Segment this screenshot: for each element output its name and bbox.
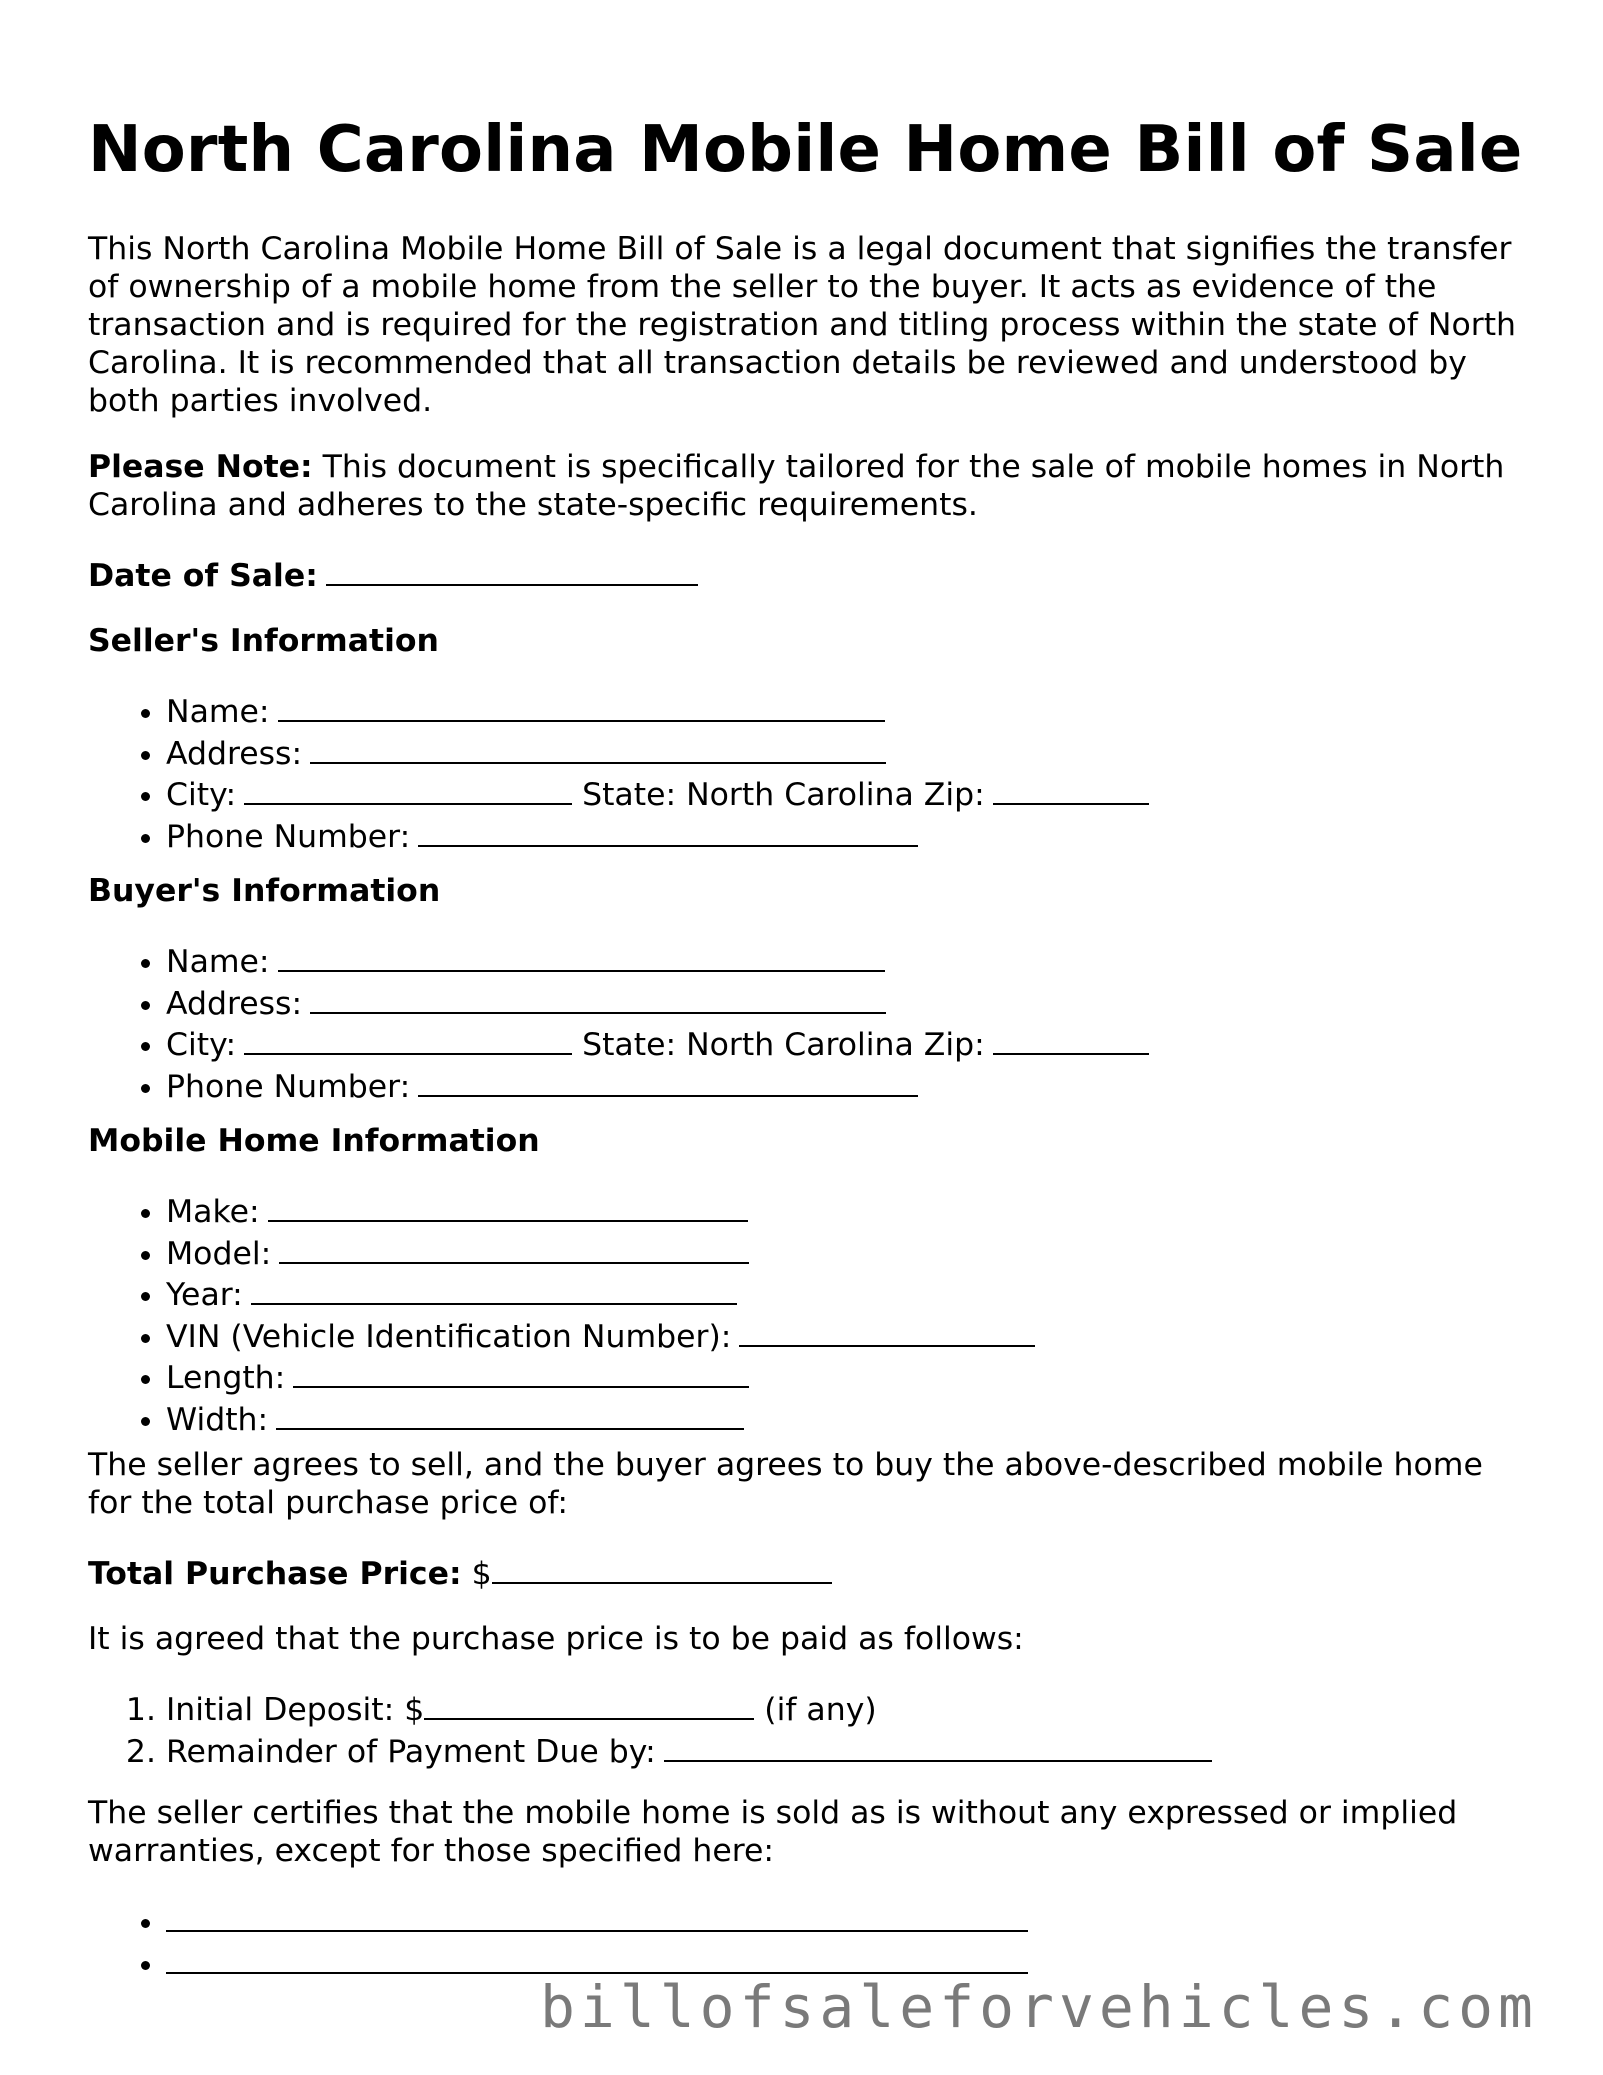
model-field[interactable] xyxy=(279,1232,749,1264)
deposit-label: Initial Deposit: $ xyxy=(166,1692,425,1728)
list-item xyxy=(166,690,1149,732)
date-of-sale-field[interactable] xyxy=(326,554,698,586)
seller-name-label: Name: xyxy=(166,694,270,730)
watermark: billofsaleforvehicles.com xyxy=(540,1973,1538,2041)
width-label: Width: xyxy=(166,1401,269,1438)
seller-address-field[interactable] xyxy=(310,732,886,764)
seller-address-label: Address: xyxy=(166,735,303,772)
warranty-paragraph: The seller certifies that the mobile home is sold as is without any expressed or implied warranties, except for those specified here: xyxy=(88,1795,1458,1869)
buyer-phone-label: Phone Number: xyxy=(166,1068,411,1105)
list-item xyxy=(166,1398,1035,1440)
note-text: This document is specifically tailored for the sale of mobile homes in North Carolina and adheres to the state-specific requirements. xyxy=(88,449,1505,523)
warranty-list xyxy=(88,1900,1028,1983)
make-label: Make: xyxy=(166,1194,260,1230)
warranty-field-1[interactable] xyxy=(166,1900,1028,1932)
year-field[interactable] xyxy=(251,1273,737,1305)
seller-state-zip-label: State: North Carolina Zip: xyxy=(582,777,985,813)
buyer-zip-field[interactable] xyxy=(993,1023,1149,1055)
list-item xyxy=(166,1730,1212,1772)
list-item xyxy=(166,1273,1035,1315)
date-of-sale-label: Date of Sale: xyxy=(88,558,318,594)
buyer-info-list xyxy=(88,940,1149,1106)
list-item xyxy=(166,1190,1035,1232)
make-field[interactable] xyxy=(268,1190,748,1222)
agreement-paragraph: The seller agrees to sell, and the buyer agrees to buy the above-described mobile home for the total purchase price of: xyxy=(88,1447,1483,1521)
document-title: North Carolina Mobile Home Bill of Sale xyxy=(88,113,1523,187)
intro-paragraph: This North Carolina Mobile Home Bill of Sale is a legal document that signifies the transfer of ownership of a mobile home from the seller to the buyer. It acts as evidence of the transaction and is required for the registration and titling process within the state of North Carolina. It is recommended that all transaction details be reviewed and understood by both parties involved. xyxy=(88,231,1517,419)
list-item xyxy=(166,1356,1035,1398)
seller-phone-field[interactable] xyxy=(418,815,918,847)
date-of-sale-row xyxy=(88,554,1528,595)
list-item xyxy=(166,815,1149,857)
seller-heading: Seller's Information xyxy=(88,623,439,659)
buyer-address-field[interactable] xyxy=(310,982,886,1014)
list-item xyxy=(166,1065,1149,1107)
list-item xyxy=(166,773,1149,815)
vin-label: VIN (Vehicle Identification Number): xyxy=(166,1318,732,1355)
note-paragraph xyxy=(88,448,1528,524)
buyer-name-field[interactable] xyxy=(278,940,885,972)
year-label: Year: xyxy=(166,1277,243,1313)
list-item xyxy=(166,1315,1035,1357)
warranty-field-2[interactable] xyxy=(166,1942,1028,1974)
deposit-suffix: (if any) xyxy=(764,1692,877,1728)
list-item xyxy=(166,1688,1212,1730)
payment-intro: It is agreed that the purchase price is to be paid as follows: xyxy=(88,1621,1024,1657)
seller-city-field[interactable] xyxy=(244,773,572,805)
buyer-city-field[interactable] xyxy=(244,1023,572,1055)
length-label: Length: xyxy=(166,1360,286,1396)
remainder-due-field[interactable] xyxy=(664,1730,1212,1762)
buyer-name-label: Name: xyxy=(166,944,270,980)
deposit-field[interactable] xyxy=(424,1688,754,1720)
seller-name-field[interactable] xyxy=(278,690,885,722)
list-item xyxy=(166,1900,1028,1942)
list-item xyxy=(166,982,1149,1024)
buyer-heading: Buyer's Information xyxy=(88,873,441,909)
model-label: Model: xyxy=(166,1235,272,1272)
buyer-city-label: City: xyxy=(166,1027,237,1063)
remainder-label: Remainder of Payment Due by: xyxy=(166,1733,656,1770)
buyer-phone-field[interactable] xyxy=(418,1065,918,1097)
payment-list xyxy=(88,1688,1212,1771)
length-field[interactable] xyxy=(293,1356,749,1388)
dollar-sign: $ xyxy=(471,1556,492,1592)
mobile-home-heading: Mobile Home Information xyxy=(88,1123,540,1159)
buyer-state-zip-label: State: North Carolina Zip: xyxy=(582,1027,985,1063)
total-price-row xyxy=(88,1552,1528,1593)
list-item xyxy=(166,940,1149,982)
vin-field[interactable] xyxy=(739,1315,1035,1347)
buyer-address-label: Address: xyxy=(166,985,303,1022)
list-item xyxy=(166,732,1149,774)
mobile-home-info-list xyxy=(88,1190,1035,1439)
seller-zip-field[interactable] xyxy=(993,773,1149,805)
total-price-label: Total Purchase Price: xyxy=(88,1556,462,1592)
seller-info-list xyxy=(88,690,1149,856)
seller-phone-label: Phone Number: xyxy=(166,818,411,855)
list-item xyxy=(166,1232,1035,1274)
total-price-field[interactable] xyxy=(492,1552,832,1584)
list-item xyxy=(166,1023,1149,1065)
note-label: Please Note: xyxy=(88,449,313,485)
width-field[interactable] xyxy=(276,1398,744,1430)
seller-city-label: City: xyxy=(166,777,237,813)
